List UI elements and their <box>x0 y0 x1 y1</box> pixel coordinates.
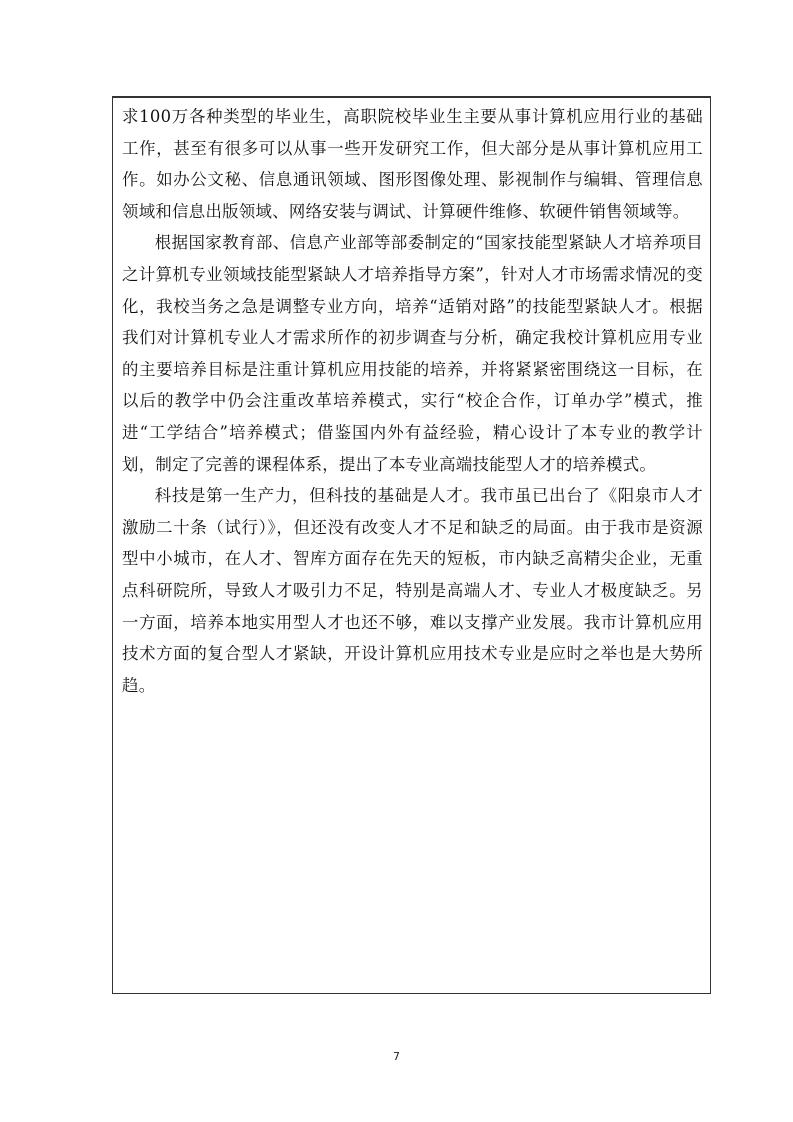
content-table-frame <box>112 96 711 994</box>
paragraph-graduate-employment: 求100万各种类型的毕业生，高职院校毕业生主要从事计算机应用行业的基础工作，甚至有很多可以从事一些开发研究工作，但大部分是从事计算机应用工作。如办公文秘、信息通讯领域、图形图像处理、影视制作与编辑、管理信息领域和信息出版领域、网络安装与调试、计算硬件维修、软硬件销售领域等。 <box>122 107 703 221</box>
table-top-border <box>113 97 710 98</box>
document-body <box>122 101 703 701</box>
paragraph-talent-demand: 科技是第一生产力，但科技的基础是人才。我市虽已出台了《阳泉市人才激励二十条（试行）》，但还没有改变人才不足和缺乏的局面。由于我市是资源型中小城市，在人才、智库方面存在先天的短板，市内缺乏高精尖企业，无重点科研院所，导致人才吸引力不足，特别是高端人才、专业人才极度缺乏。另一方面，培养本地实用型人才也还不够，难以支撑产业发展。我市计算机应用技术方面的复合型人才紧缺，开设计算机应用技术专业是应时之举也是大势所趋。 <box>122 486 703 695</box>
paragraph-training-plan: 根据国家教育部、信息产业部等部委制定的“国家技能型紧缺人才培养项目之计算机专业领域技能型紧缺人才培养指导方案”，针对人才市场需求情况的变化，我校当务之急是调整专业方向，培养“适销对路”的技能型紧缺人才。根据我们对计算机专业人才需求所作的初步调查与分析，确定我校计算机应用专业的主要培养目标是注重计算机应用技能的培养，并将紧紧密围绕这一目标，在以后的教学中仍会注重改革培养模式，实行“校企合作，订单办学”模式，推进“工学结合”培养模式；借鉴国内外有益经验，精心设计了本专业的教学计划，制定了完善的课程体系，提出了本专业高端技能型人才的培养模式。 <box>122 233 703 474</box>
page-number: 7 <box>393 1050 400 1063</box>
